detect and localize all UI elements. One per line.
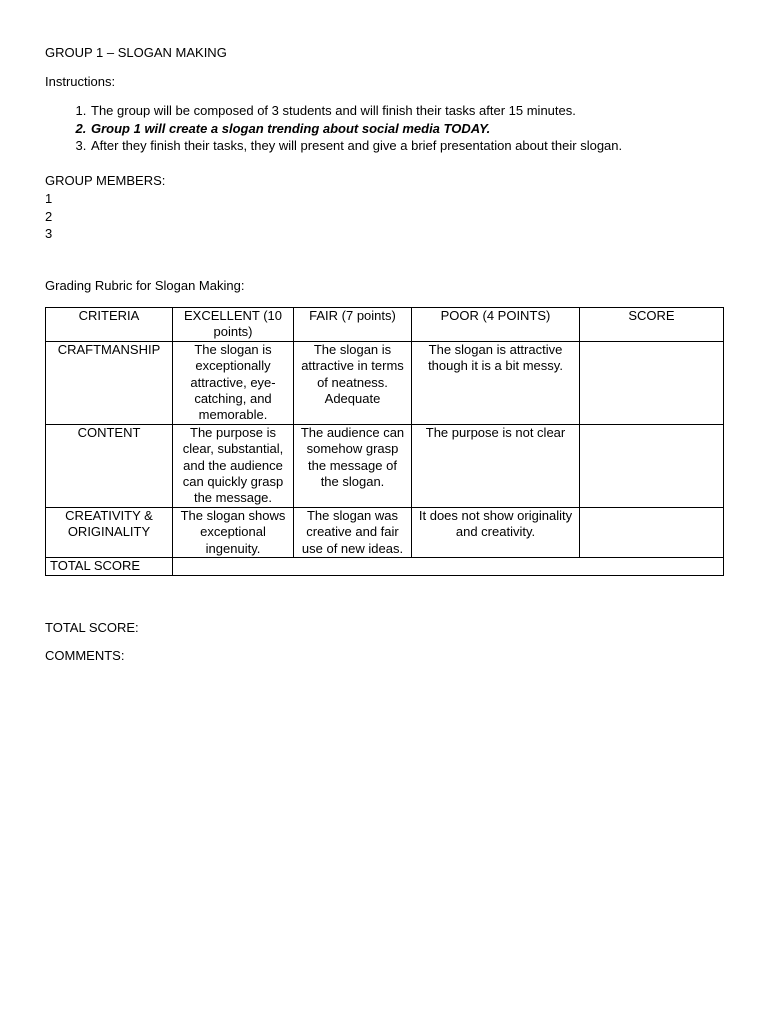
document-title: GROUP 1 – SLOGAN MAKING <box>45 45 227 60</box>
header-criteria: CRITERIA <box>46 308 173 342</box>
member-line-2: 2 <box>45 208 53 224</box>
total-score-label-cell: TOTAL SCORE <box>46 558 173 575</box>
score-cell[interactable] <box>580 341 724 424</box>
instructions-list <box>45 102 768 155</box>
poor-cell: It does not show originality and creativity. <box>412 507 580 557</box>
poor-cell: The slogan is attractive though it is a bit messy. <box>412 341 580 424</box>
header-poor: POOR (4 POINTS) <box>412 308 580 342</box>
instruction-item-2: 2. Group 1 will create a slogan trending about social media TODAY. <box>90 120 768 138</box>
rubric-row-content <box>46 424 724 507</box>
poor-cell: The purpose is not clear <box>412 424 580 507</box>
total-score-label: TOTAL SCORE: <box>45 620 139 635</box>
criteria-cell: CREATIVITY & ORIGINALITY <box>46 507 173 557</box>
comments-label: COMMENTS: <box>45 648 125 663</box>
header-excellent: EXCELLENT (10 points) <box>173 308 294 342</box>
rubric-header-row <box>46 308 724 342</box>
excellent-cell: The slogan shows exceptional ingenuity. <box>173 507 294 557</box>
instructions-label: Instructions: <box>45 74 116 89</box>
excellent-cell: The purpose is clear, substantial, and the audience can quickly grasp the message. <box>173 424 294 507</box>
fair-cell: The slogan is attractive in terms of neatness. Adequate <box>294 341 412 424</box>
member-line-3: 3 <box>45 226 53 241</box>
fair-cell: The audience can somehow grasp the message of the slogan. <box>294 424 412 507</box>
rubric-total-row <box>46 558 724 575</box>
score-cell[interactable] <box>580 424 724 507</box>
score-cell[interactable] <box>580 507 724 557</box>
group-members-label: GROUP MEMBERS: <box>45 173 166 188</box>
fair-cell: The slogan was creative and fair use of new ideas. <box>294 507 412 557</box>
criteria-cell: CONTENT <box>46 424 173 507</box>
header-score: SCORE <box>580 308 724 342</box>
group-members-list <box>45 190 52 243</box>
criteria-cell: CRAFTMANSHIP <box>46 341 173 424</box>
member-line-1: 1 <box>45 191 53 206</box>
instruction-item-3: 3. After they finish their tasks, they will present and give a brief presentation about their slogan. <box>90 137 768 155</box>
rubric-title: Grading Rubric for Slogan Making: <box>45 278 245 293</box>
header-fair: FAIR (7 points) <box>294 308 412 342</box>
excellent-cell: The slogan is exceptionally attractive, eye-catching, and memorable. <box>173 341 294 424</box>
rubric-row-creativity <box>46 507 724 557</box>
rubric-row-craftmanship <box>46 341 724 424</box>
total-score-value-cell[interactable] <box>173 558 724 575</box>
instruction-item-1: 1. The group will be composed of 3 students and will finish their tasks after 15 minutes. <box>90 102 768 120</box>
rubric-table <box>45 307 724 576</box>
